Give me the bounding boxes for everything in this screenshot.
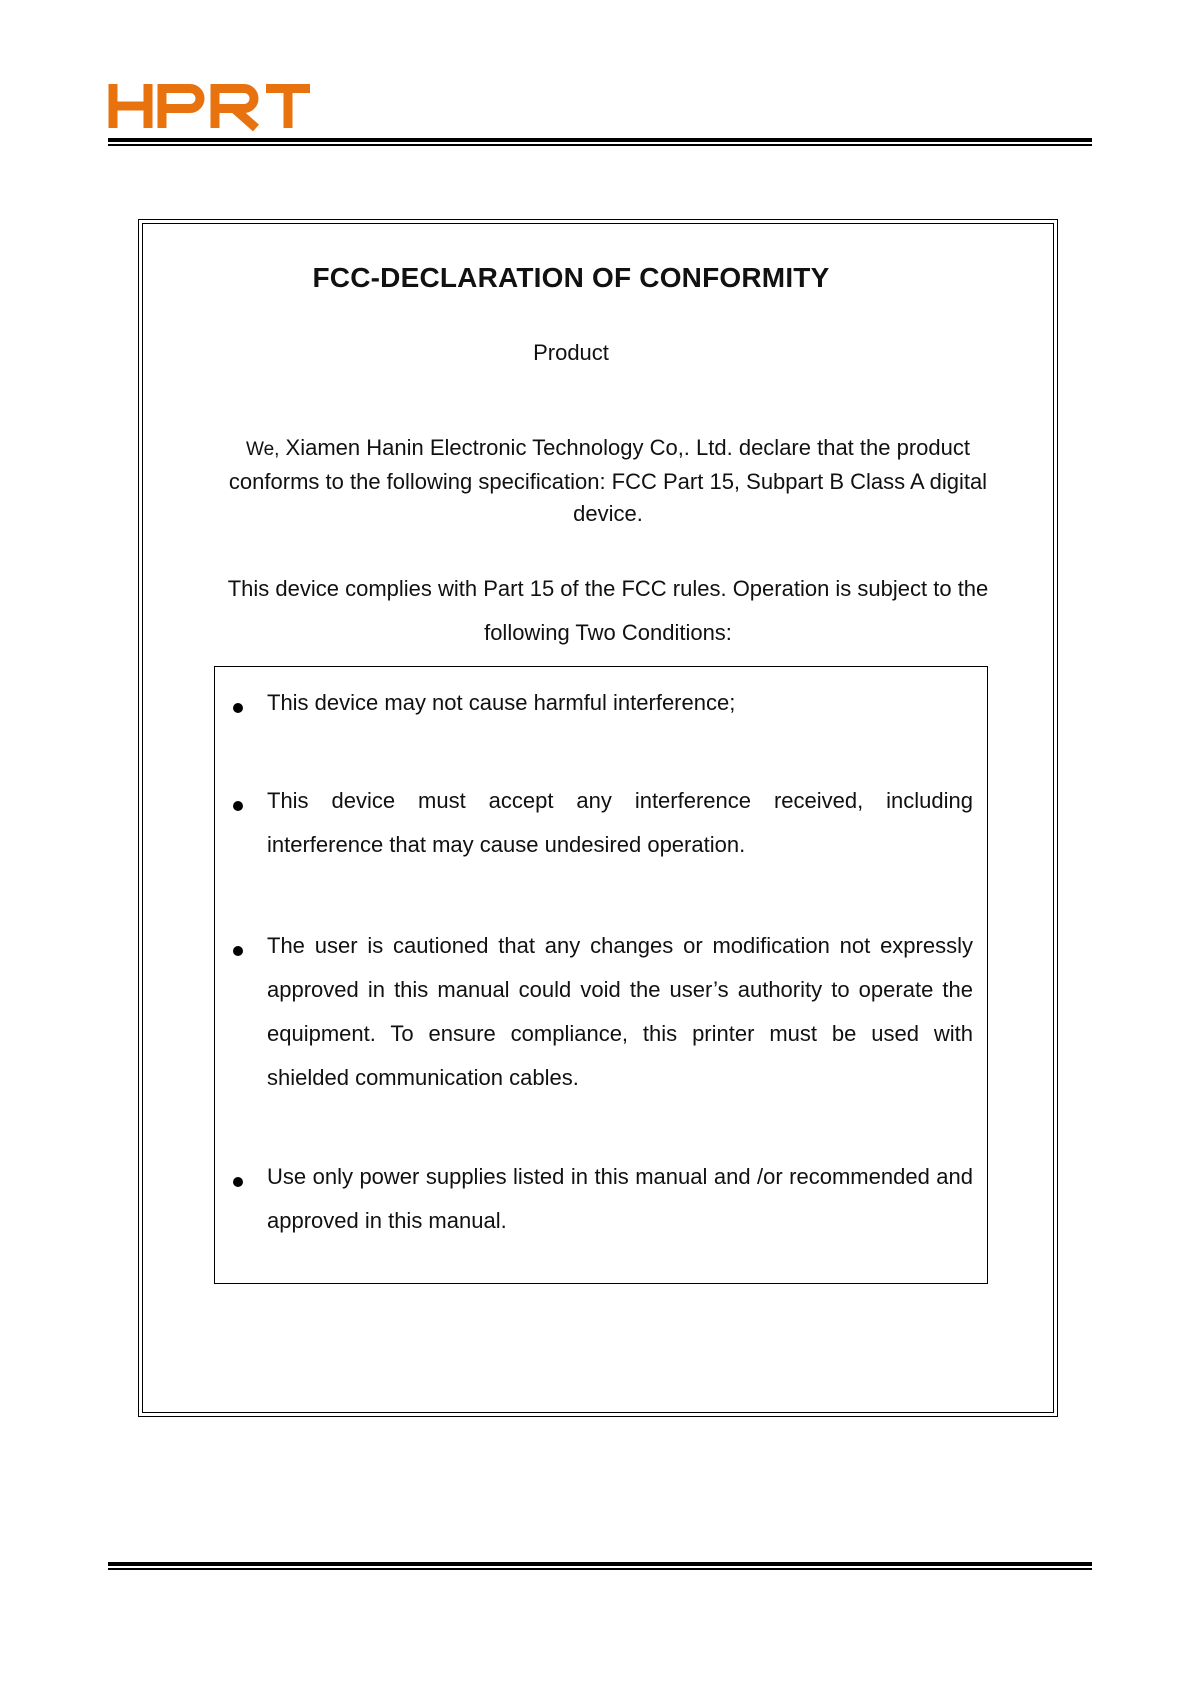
product-label: Product xyxy=(533,340,609,365)
condition-text: This device may not cause harmful interference; xyxy=(267,690,736,715)
page-title: FCC-DECLARATION OF CONFORMITY xyxy=(312,262,830,293)
header-rule xyxy=(108,138,1092,146)
compliance-statement: This device complies with Part 15 of the FCC rules. Operation is subject to the following Two Conditions: xyxy=(227,576,989,645)
footer-rule xyxy=(108,1562,1092,1570)
declaration-we-prefix: We, xyxy=(245,439,280,460)
declaration-body: Xiamen Hanin Electronic Technology Co,. Ltd. declare that the product conforms to the following specification: FCC Part 15, Subpart B Class A digital device. xyxy=(228,435,988,526)
condition-text: Use only power supplies listed in this manual and /or recommended and approved in this manual. xyxy=(267,1164,973,1233)
bullet-icon xyxy=(233,801,243,811)
bullet-icon xyxy=(233,703,243,713)
conditions-list xyxy=(214,666,988,1284)
condition-text: This device must accept any interference received, including interference that may cause undesired operation. xyxy=(267,788,973,857)
bullet-icon xyxy=(233,946,243,956)
declaration-statement xyxy=(222,432,994,530)
bullet-icon xyxy=(233,1177,243,1187)
hprt-logo xyxy=(108,82,311,132)
condition-text: The user is cautioned that any changes or modification not expressly approved in this manual could void the user’s authority to operate the equipment. To ensure compliance, this printer must be used with shielded communication cables. xyxy=(267,933,973,1090)
